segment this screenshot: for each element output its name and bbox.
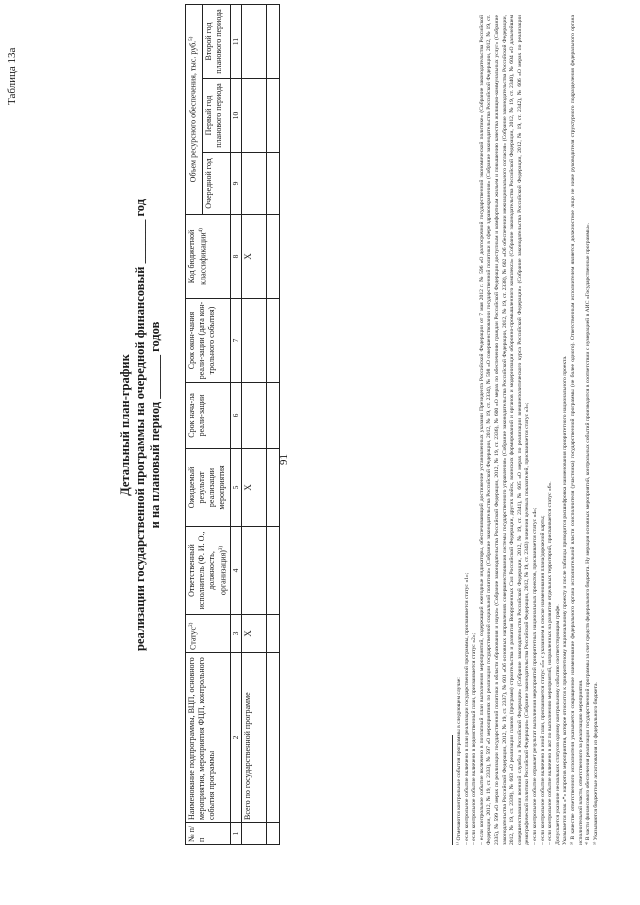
empty-cell [266, 823, 279, 845]
footnote: – если контрольное событие включено в акт по выполнению мероприятий, направленных на развитие отдельных территорий, присваивается статус «6». [547, 481, 554, 845]
column-number: 4 [230, 527, 241, 615]
empty-cell [266, 299, 279, 383]
header-end-date: Срок окон-чания реали-зации (дата кон-трольного события) [186, 299, 231, 383]
column-number-row [230, 4, 241, 844]
footnote: ³⁾ В качестве ответственного исполнителя указывается сокращенное наименование федерального органа исполнительной власти соисполнителя (участника) государственной программы (не более одного). Ответственным исполнителем является должностное лицо не ниже руководителя структурного подразделения федерального органа исполнительной власти, ответственного за реализацию мероприятия. [569, 15, 584, 845]
empty-cell [266, 527, 279, 615]
footnote: Указывается знак «*» напротив мероприятия, которое относится к приоритетному национальному проекту и после таблицы приводится расшифровка наименования приоритетного национального проекта. [562, 355, 569, 845]
header-row [186, 4, 203, 844]
footnote-divider [452, 735, 453, 845]
empty-cell [266, 449, 279, 527]
column-number: 9 [230, 153, 241, 215]
footnote: – если контрольное событие включено в иной план, присваивается статус «5» с указанием в сноске наименования плана/дорожной карты; [539, 515, 546, 845]
empty-cell [266, 215, 279, 299]
cell-end [241, 299, 266, 383]
column-number: 8 [230, 215, 241, 299]
column-number: 5 [230, 449, 241, 527]
cell-current-year [241, 153, 266, 215]
empty-cell [266, 153, 279, 215]
header-budget-code: Код бюджетной классификации$^{4)}$ [186, 215, 231, 299]
column-number: 10 [230, 79, 241, 153]
header-start-date: Срок нача-ла реали-зации [186, 383, 231, 449]
column-number: 1 [230, 823, 241, 845]
title-line-1: Детальный план-график [118, 354, 132, 496]
column-number: 7 [230, 299, 241, 383]
header-responsible: Ответственный исполнитель (Ф. И. О., должность, организация)$^{3)}$ [186, 527, 231, 615]
footnotes [452, 15, 600, 845]
cell-start [241, 383, 266, 449]
column-number: 6 [230, 383, 241, 449]
table-label: Таблица 13а [6, 47, 18, 105]
cell-code-mark: Х [241, 215, 266, 299]
header-first-plan-year: Первый год планового периода [203, 79, 230, 153]
table-row-empty [266, 4, 279, 844]
cell-total-label: Всего по государственной программе [241, 653, 266, 823]
title-line-2: реализации государственной программы на очередной финансовый _______ год [133, 198, 147, 652]
cell-number [241, 823, 266, 845]
column-number: 11 [230, 4, 241, 78]
header-number: № п/п [186, 823, 231, 845]
empty-cell [266, 615, 279, 653]
header-second-plan-year: Второй год планового периода [203, 4, 230, 78]
column-number: 2 [230, 653, 241, 823]
footnote: – если контрольное событие включено в план реализации государственной программы, присваивается статус «1»; [463, 572, 470, 845]
table-row-total [241, 4, 266, 844]
footnote: ¹⁾ Отмечаются контрольные события программы в следующем случае: [456, 677, 462, 845]
cell-result-mark: Х [241, 449, 266, 527]
cell-responsible [241, 527, 266, 615]
header-current-year: Очередной год [203, 153, 230, 215]
header-status: Статус$^{2)}$ [186, 615, 231, 653]
header-resource-group: Объем ресурсного обеспечения, тыс. руб.$^{5)}$ [186, 4, 203, 214]
empty-cell [266, 4, 279, 78]
footnote: – если контрольное событие включено в ведомственный план, присваивается статус «2»; [471, 632, 478, 845]
footnote: ⁵⁾ Указываются бюджетные ассигнования из федерального бюджета. [592, 682, 599, 845]
empty-cell [266, 653, 279, 823]
empty-cell [266, 79, 279, 153]
header-expected-result: Ожидаемый результат реализации мероприятия [186, 449, 231, 527]
document-title [118, 175, 163, 675]
plan-schedule-table [185, 4, 280, 845]
cell-second-year [241, 4, 266, 78]
footnote: – если контрольное событие включено в поэтапный план выполнения мероприятий, содержащий ежегодные индикаторы, обеспечивающий достижение установленных указами Президента Российской Федерации от 7 мая 2012 г. № 596 «О долгосрочной государственной экономической политике» (Собрание законодательства Российской Федерации, 2012, № 19, ст. 2333), № 597 «О мероприятиях по реализации государственной социальной политики» (Собрание законодательства Российской Федерации, 2012, № 19, ст. 2334), № 598 «О совершенствовании государственной политики в сфере здравоохранения» (Собрание законодательства Российской Федерации, 2012, № 19, ст. 2335), № 599 «О мерах по реализации государственной политики в области образования и науки» (Собрание законодательства Российской Федерации, 2012, № 19, ст. 2336), № 600 «О мерах по обеспечению граждан Российской Федерации доступным и комфортным жильем и повышению качества жилищно-коммунальных услуг» (Собрание законодательства Российской Федерации, 2012, № 19, ст. 2337), № 601 «Об основных направлениях совершенствования системы государственного управления» (Собрание законодательства Российской Федерации, 2012, № 19, ст. 2338), № 602 «Об обеспечении межнационального согласия» (Собрание законодательства Российской Федерации, 2012, № 19, ст. 2339), № 603 «О реализации планов (программ) строительства и развития Вооруженных Сил Российской Федерации, других войск, воинских формирований и органов и модернизации оборонно-промышленного комплекса» (Собрание законодательства Российской Федерации, 2012, № 19, ст. 2340), № 604 «О дальнейшем совершенствовании военной службы в Российской Федерации» (Собрание законодательства Российской Федерации, 2012, № 19, ст. 2341), № 605 «О мерах по реализации внешнеполитического курса Российской Федерации» (Собрание законодательства Российской Федерации, 2012, № 19, ст. 2342), № 606 «О мерах по реализации демографической политики Российской Федерации» (Собрание законодательства Российской Федерации, 2012, № 19, ст. 2343) значения целевых показателей, присваивается статус «3»; [478, 15, 531, 845]
empty-cell [266, 383, 279, 449]
cell-first-year [241, 79, 266, 153]
header-name: Наименование подпрограммы, ВЦП, основного мероприятия, мероприятия ФЦП, контрольного события программы [186, 653, 231, 823]
page-number: 91 [278, 454, 290, 465]
footnote: ⁴⁾ В части финансового обеспечения реализации государственной программы за счет средств федерального бюджета. Ну мерация основных мероприятий, контрольных событий производится в соответствии с нумерацией в АИС «Государственные программы». [585, 222, 592, 845]
cell-status-mark: Х [241, 615, 266, 653]
footnote: – если контрольное событие отражает результат выполнения мероприятий приоритетных национальных проектов, присваивается статус «4»; [531, 507, 538, 845]
title-line-3: и на плановый период _______ годов [148, 321, 162, 529]
column-number: 3 [230, 615, 241, 653]
footnote: Допускается указание нескольких статусов одному контрольному событию соответствующим графе. [554, 604, 561, 845]
